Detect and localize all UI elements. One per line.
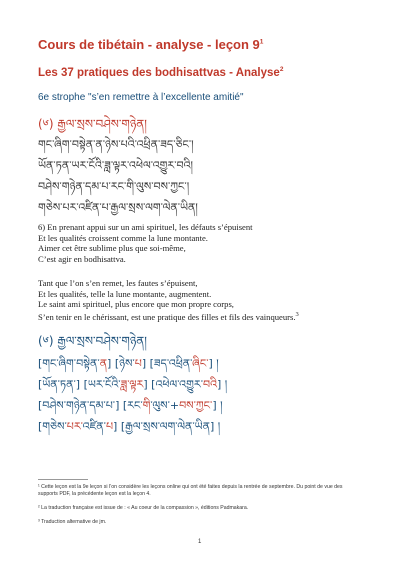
- tibetan-verse-line: བཤེས་གཉེན་དམ་པ་རང་གི་ལུས་བས་ཀྱང་།: [38, 180, 190, 193]
- grammatical-particle: གི: [142, 399, 151, 412]
- strophe-heading: 6e strophe "s’en remettre à l’excellente amitié": [38, 92, 244, 103]
- analysis-segment: ] [ཉེས་: [107, 357, 135, 370]
- french-stanza-1: [38, 222, 253, 264]
- analysis-title: (༦) རྒྱལ་སྲས་བཤེས་གཉེན།: [38, 334, 147, 348]
- grammatical-particle: ན: [99, 357, 108, 370]
- footnote-ref-3[interactable]: 3: [295, 310, 299, 318]
- grammatical-particle: པ: [134, 357, 142, 370]
- french-line: C’est agir en bodhisattva.: [38, 253, 126, 264]
- analysis-segment: ་ལུས་+: [150, 399, 180, 412]
- french-line: 6) En prenant appui sur un ami spirituel, les défauts s’épuisent: [38, 222, 253, 232]
- french-line: Et les qualités, telle la lune montante, augmentent.: [38, 288, 212, 299]
- grammatical-particle: བའི: [203, 378, 218, 391]
- footnote-2: ² La traduction française est issue de : « Au coeur de la compassion », éditions Padmakara.: [38, 505, 249, 511]
- grammatical-particle: ཞིང་: [192, 357, 209, 370]
- grammatical-particle: ཟླ་ལྟར: [120, 378, 144, 391]
- analysis-segment: [གཅེས་: [38, 420, 67, 433]
- page-title: Cours de tibétain - analyse - leçon $9^1$: [38, 37, 264, 52]
- footnote-divider: [38, 479, 88, 480]
- page-subtitle: Les 37 pratiques des bodhisattvas - Analyse$^2$: [38, 66, 284, 79]
- footnote-ref-2[interactable]: 2: [279, 66, 284, 73]
- analysis-segment: ] [རྒྱལ་སྲས་ལག་ལེན་ཡིན] །: [113, 420, 221, 433]
- analysis-verse: [38, 353, 227, 437]
- french-line: Et les qualités croissent comme la lune montante.: [38, 232, 208, 243]
- analysis-segment: ] །: [208, 357, 219, 370]
- analysis-segment: ] །: [212, 399, 223, 412]
- analysis-line: [38, 416, 227, 437]
- analysis-segment: ] །: [217, 378, 228, 391]
- analysis-segment: [བཤེས་གཉེན་དམ་པ་] [རང་: [38, 399, 143, 412]
- tibetan-verse-line: ཡོན་ཏན་ཡར་ངོའི་ཟླ་ལྟར་འཕེལ་འགྱུར་བའི།: [38, 159, 193, 172]
- footnote-ref-1[interactable]: 1: [259, 38, 264, 46]
- french-line: Aimer cet être sublime plus que soi-même,: [38, 243, 186, 253]
- grammatical-particle: པར་: [66, 420, 83, 433]
- analysis-segment: ] [ཟད་འཕྲིན་: [141, 357, 193, 370]
- grammatical-particle: བས་ཀྱང་: [179, 399, 213, 412]
- tibetan-verse: [38, 134, 198, 218]
- grammatical-particle: པ: [105, 420, 114, 433]
- footnote-1: ¹ Cette leçon est la 9e leçon si l’on considère les leçons online qui ont été faites depuis la rentrée de septembre. Du point de vue des supports PDF, la précédente leçon est la leçon 4.: [38, 484, 343, 497]
- tibetan-title: (༦) རྒྱལ་སྲས་བཤེས་གཉེན།: [38, 117, 147, 131]
- analysis-line: [38, 395, 227, 416]
- french-line: S’en tenir en le chérissant, est une pratique des filles et fils des vainqueurs.$^3$: [38, 310, 299, 322]
- analysis-segment: [ཡོན་ཏན་] [ཡར་ངོའི་: [38, 378, 121, 391]
- tibetan-verse-line: གང་ཞིག་བསྟེན་ན་ཉེས་པའི་འཕྲིན་ཟད་ཅིང་།: [38, 138, 194, 151]
- french-line: Tant que l’on s’en remet, les fautes s’épuisent,: [38, 278, 198, 288]
- french-stanza-2: [38, 278, 299, 322]
- tibetan-verse-line: གཅེས་པར་འཛིན་པ་རྒྱལ་སྲས་ལག་ལེན་ཡིན།: [38, 201, 198, 214]
- analysis-segment: [གང་ཞིག་བསྟེན་: [38, 357, 100, 370]
- analysis-segment: འཛིན་: [82, 420, 106, 433]
- analysis-line: [38, 374, 227, 395]
- french-line: Le saint ami spirituel, plus encore que mon propre corps,: [38, 299, 234, 309]
- analysis-line: [38, 353, 227, 374]
- analysis-segment: ] [འཕེལ་འགྱུར་: [143, 378, 204, 391]
- footnote-3: ³ Traduction alternative de jm.: [38, 519, 107, 525]
- page-number: 1: [198, 539, 202, 545]
